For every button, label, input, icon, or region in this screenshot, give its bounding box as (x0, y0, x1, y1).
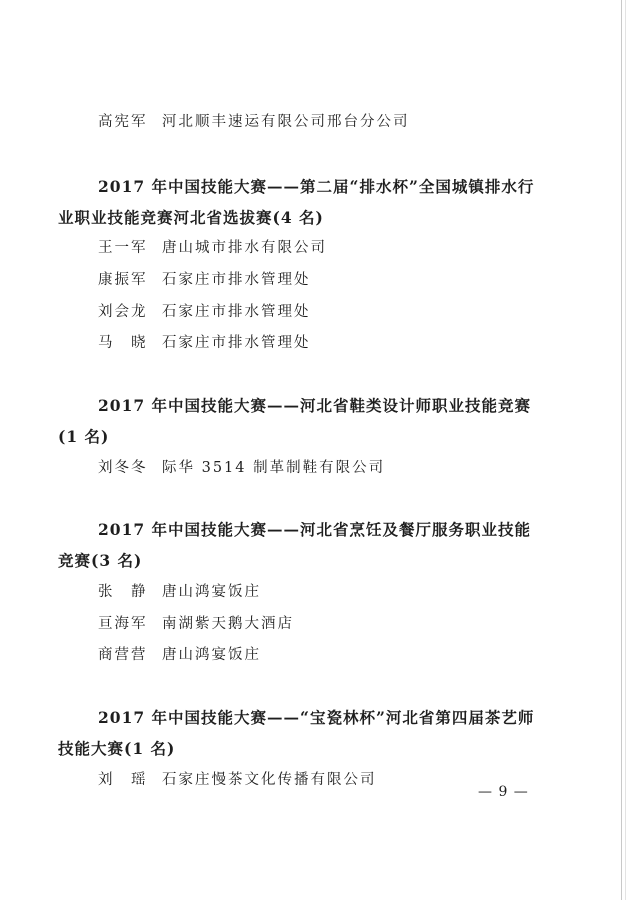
section-title-continued: 业职业技能竞赛河北省选拔赛(4 名) (58, 208, 324, 227)
section-title: 2017 年中国技能大赛——河北省烹饪及餐厅服务职业技能 (98, 520, 532, 539)
scan-edge-line-light (625, 0, 626, 900)
organization-name: 石家庄市排水管理处 (162, 272, 311, 288)
organization-name: 河北顺丰速运有限公司邢台分公司 (162, 114, 410, 130)
person-name: 康振军 (98, 272, 148, 288)
list-item (98, 300, 311, 321)
person-name: 亘海军 (98, 616, 148, 632)
page-number: — 9 — (478, 784, 529, 800)
person-name: 高宪军 (98, 114, 148, 130)
section-title-continued: 技能大赛(1 名) (58, 739, 176, 758)
section-title: 2017 年中国技能大赛——“宝瓷林杯”河北省第四届茶艺师 (98, 708, 535, 727)
organization-name: 唐山城市排水有限公司 (162, 240, 327, 256)
list-item (98, 110, 410, 131)
list-item (98, 768, 377, 789)
person-name: 王一军 (98, 240, 148, 256)
list-item (98, 612, 294, 633)
section-title-continued: (1 名) (58, 427, 110, 446)
person-name: 张 静 (98, 584, 148, 600)
organization-name: 唐山鸿宴饭庄 (162, 647, 261, 663)
person-name: 马 晓 (98, 335, 148, 351)
list-item (98, 456, 385, 477)
list-item (98, 643, 261, 664)
organization-name: 际华 3514 制革制鞋有限公司 (162, 460, 386, 476)
organization-name: 石家庄慢茶文化传播有限公司 (162, 772, 377, 788)
list-item (98, 268, 311, 289)
organization-name: 石家庄市排水管理处 (162, 304, 311, 320)
person-name: 刘会龙 (98, 304, 148, 320)
list-item (98, 331, 311, 352)
section-title-continued: 竞赛(3 名) (58, 551, 143, 570)
organization-name: 唐山鸿宴饭庄 (162, 584, 261, 600)
organization-name: 石家庄市排水管理处 (162, 335, 311, 351)
section-title: 2017 年中国技能大赛——河北省鞋类设计师职业技能竞赛 (98, 396, 532, 415)
organization-name: 南湖紫天鹅大酒店 (162, 616, 294, 632)
list-item (98, 580, 261, 601)
person-name: 刘 瑶 (98, 772, 148, 788)
person-name: 刘冬冬 (98, 460, 148, 476)
person-name: 商营营 (98, 647, 148, 663)
list-item (98, 236, 327, 257)
section-title: 2017 年中国技能大赛——第二届“排水杯”全国城镇排水行 (98, 177, 535, 196)
scan-edge-line (621, 0, 622, 900)
